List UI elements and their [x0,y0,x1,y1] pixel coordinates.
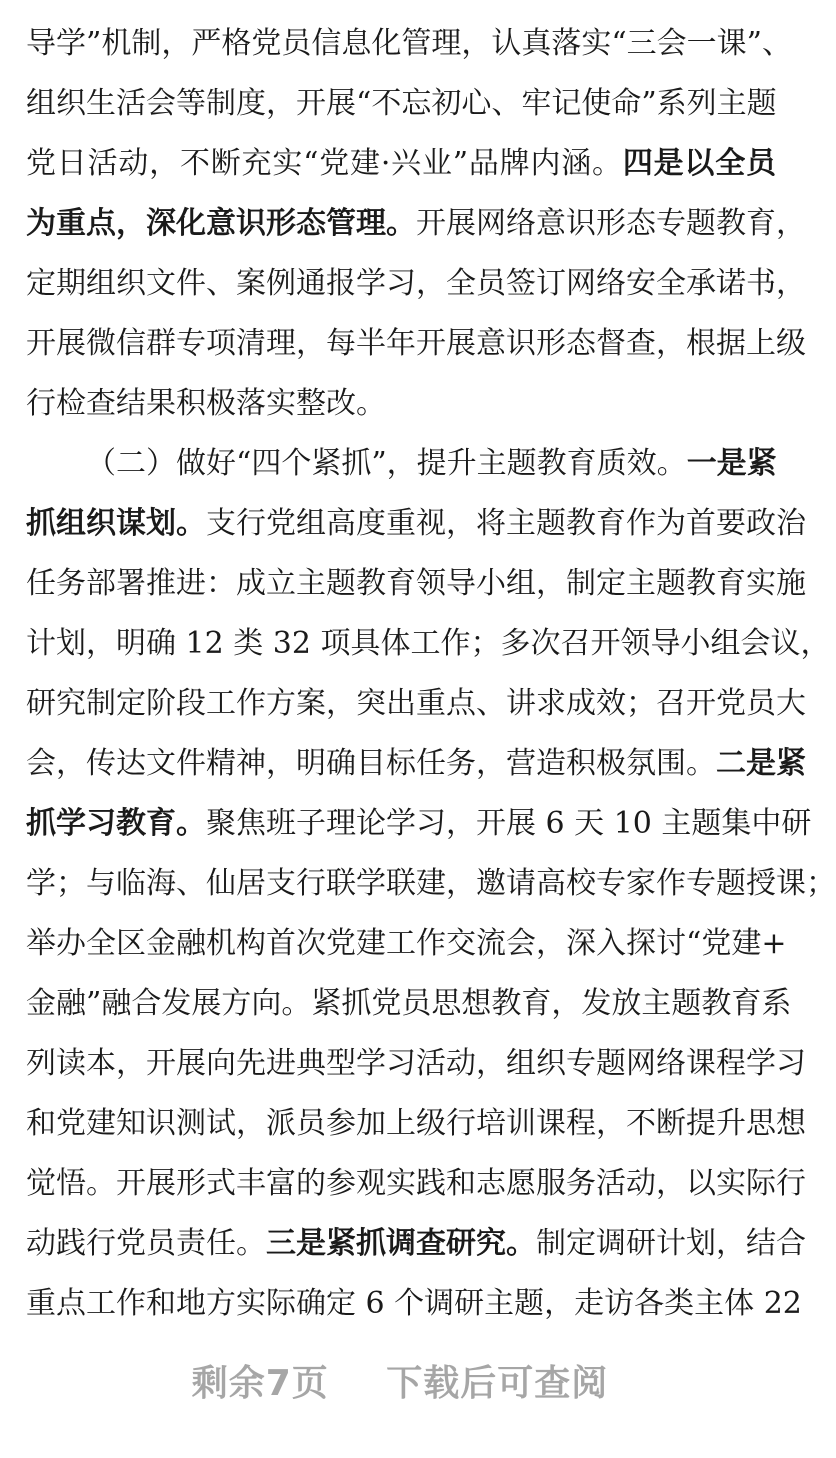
text-line [26,864,836,904]
bold-text-segment: 一是紧 [686,446,777,481]
text-line [26,84,776,124]
text-line [26,924,787,964]
text-line [26,804,812,844]
text-line [26,1164,806,1204]
text-line [26,984,792,1024]
text-segment: 重点工作和地方实际确定 6 个调研主题，走访各类主体 22 [26,1286,802,1321]
text-segment: 金融”融合发展方向。紧抓党员思想教育，发放主题教育系 [26,986,792,1021]
bold-text-segment: 二是紧 [716,746,806,781]
text-segment: 定期组织文件、案例通报学习，全员签订网络安全承诺书， [26,266,806,301]
bold-text-segment: 抓组织谋划。 [26,506,206,541]
text-segment: 制定调研计划，结合 [536,1226,806,1261]
text-segment: 任务部署推进：成立主题教育领导小组，制定主题教育实施 [26,566,806,601]
text-segment: 会，传达文件精神，明确目标任务，营造积极氛围。 [26,746,716,781]
text-line [26,504,806,544]
text-segment: 党日活动，不断充实“党建·兴业”品牌内涵。 [26,146,623,181]
remaining-pages-label: 剩余7页 [191,1363,329,1404]
text-line [26,744,806,784]
text-line [26,684,806,724]
text-segment: （二）做好“四个紧抓”，提升主题教育质效。 [86,446,687,481]
text-segment: 觉悟。开展形式丰富的参观实践和志愿服务活动，以实际行 [26,1166,806,1201]
text-line [26,204,806,244]
text-line [26,564,806,604]
text-line [26,324,806,364]
text-segment: 组织生活会等制度，开展“不忘初心、牢记使命”系列主题 [26,86,777,121]
text-line [26,384,776,424]
text-segment: 和党建知识测试，派员参加上级行培训课程，不断提升思想 [26,1106,806,1141]
text-segment: 学；与临海、仙居支行联学联建，邀请高校专家作专题授课； [26,866,836,901]
text-segment: 导学”机制，严格党员信息化管理，认真落实“三会一课”、 [26,26,793,61]
bold-text-segment: 为重点，深化意识形态管理。 [26,206,416,241]
text-segment: 支行党组高度重视，将主题教育作为首要政治 [206,506,806,541]
bold-text-segment: 四是以全员 [622,146,776,181]
text-segment: 计划，明确 12 类 32 项具体工作；多次召开领导小组会议， [26,626,831,661]
bold-text-segment: 三是紧抓调查研究。 [266,1226,536,1261]
text-line [26,264,806,304]
bold-text-segment: 抓学习教育。 [26,806,206,841]
text-line [26,1104,806,1144]
text-segment: 举办全区金融机构首次党建工作交流会，深入探讨“党建+ [26,926,787,961]
text-segment: 研究制定阶段工作方案，突出重点、讲求成效；召开党员大 [26,686,806,721]
text-segment: 列读本，开展向先进典型学习活动，组织专题网络课程学习 [26,1046,806,1081]
text-line [26,1044,806,1084]
text-line [26,624,831,664]
text-segment: 行检查结果积极落实整改。 [26,386,386,421]
text-line [86,444,776,484]
text-line [26,1224,806,1264]
text-line [26,1284,802,1324]
text-segment: 聚焦班子理论学习，开展 6 天 10 主题集中研 [206,806,812,841]
text-line [26,24,793,64]
download-prompt[interactable] [0,1355,800,1406]
download-to-view-label: 下载后可查阅 [386,1363,609,1404]
text-segment: 动践行党员责任。 [26,1226,266,1261]
text-line [26,144,776,184]
text-segment: 开展微信群专项清理，每半年开展意识形态督查，根据上级 [26,326,806,361]
text-segment: 开展网络意识形态专题教育， [416,206,806,241]
